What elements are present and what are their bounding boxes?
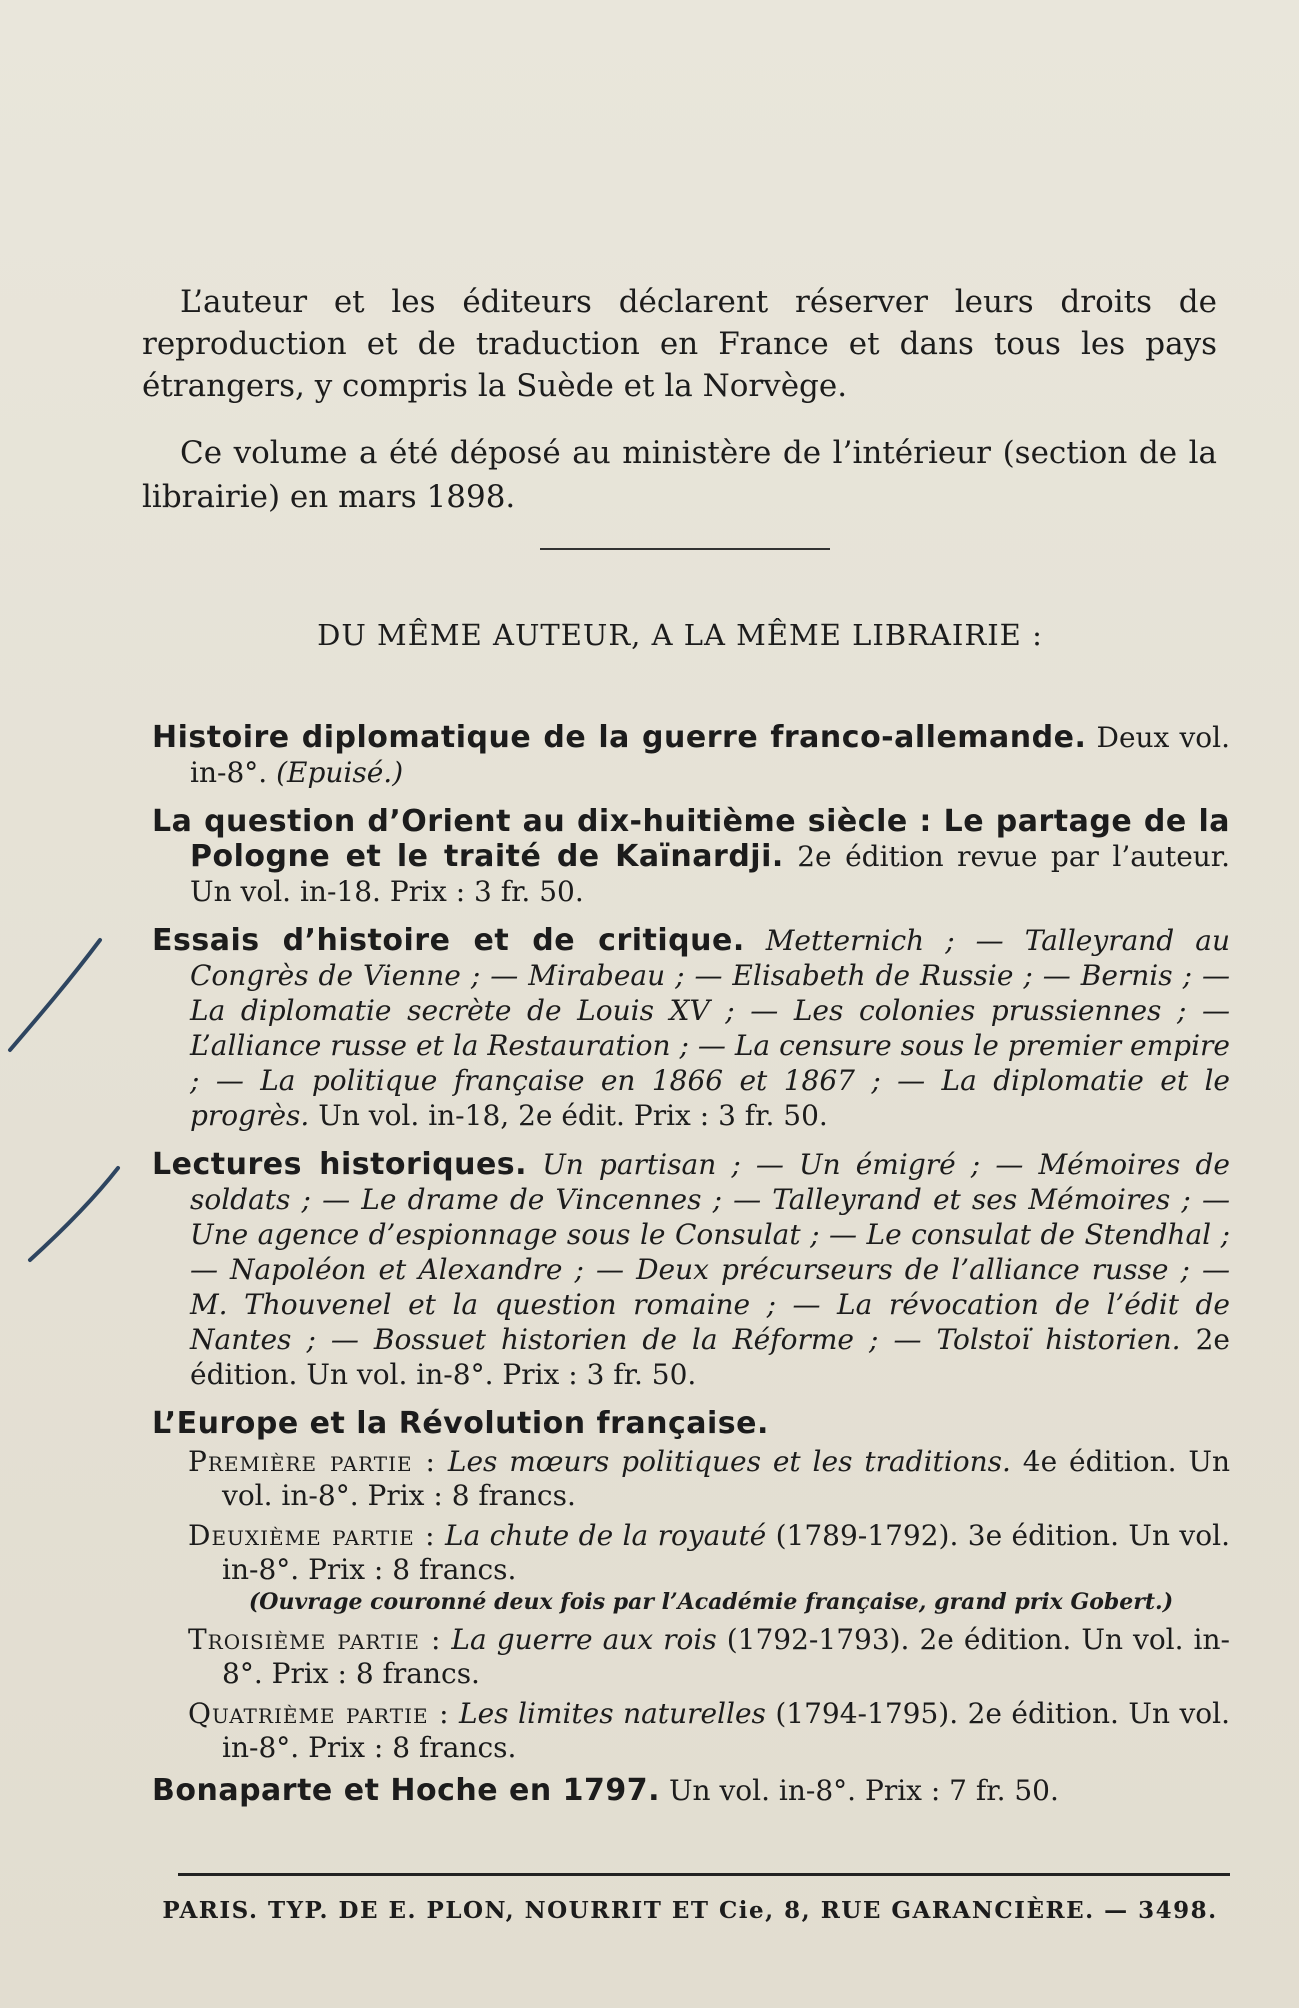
book-entry [152, 923, 1230, 1133]
part-details: (1789-1792). 3e édition. Un vol. in-8°. Prix : 8 francs. [222, 1519, 1230, 1586]
book-status: (Epuisé.) [276, 756, 404, 789]
book-details: Deux vol. in-8°. [190, 721, 1230, 789]
part-label: Deuxième partie : [188, 1519, 436, 1552]
book-entry [152, 1147, 1230, 1392]
book-title: Histoire diplomatique de la guerre franco-allemande. [152, 720, 1087, 755]
book-entry [152, 1773, 1230, 1808]
pen-mark [0, 930, 110, 1060]
book-details: 2e édition. Un vol. in-8°. Prix : 3 fr. 50. [190, 1323, 1230, 1391]
part-details: (1792-1793). 2e édition. Un vol. in-8°. Prix : 8 francs. [222, 1623, 1230, 1690]
part-label: Quatrième partie : [188, 1697, 450, 1730]
book-entry [152, 804, 1230, 909]
award-note: (Ouvrage couronné deux fois par l’Académie française, grand prix Gobert.) [248, 1589, 1174, 1615]
book-part [152, 1519, 1230, 1587]
book-title: La question d’Orient au dix-huitième siècle : Le partage de la Pologne et le traité de Kaïnardji. [152, 804, 1230, 874]
part-label: Première partie : [188, 1445, 436, 1478]
pen-mark [18, 1160, 128, 1270]
book-title: Bonaparte et Hoche en 1797. [152, 1773, 661, 1808]
part-title: La guerre aux rois [451, 1623, 717, 1656]
part-title: Les limites naturelles [459, 1697, 766, 1730]
printer-imprint: PARIS. TYP. DE E. PLON, NOURRIT ET Cie, 8, RUE GARANCIÈRE. — 3498. [162, 1897, 1218, 1924]
book-title: Lectures historiques. [152, 1147, 528, 1182]
book-entry [152, 720, 1230, 790]
book-title: Essais d’histoire et de critique. [152, 923, 745, 958]
part-label: Troisième partie : [188, 1623, 442, 1656]
short-divider [540, 548, 830, 550]
book-details: Un vol. in-8°. Prix : 7 fr. 50. [660, 1774, 1059, 1807]
rights-notice: L’auteur et les éditeurs déclarent réserver leurs droits de reproduction et de traduction en France et dans tous les pays étrangers, y compris la Suède et la Norvège. [142, 284, 1217, 404]
part-details: 4e édition. Un vol. in-8°. Prix : 8 francs. [222, 1445, 1231, 1512]
book-title: L’Europe et la Révolution française. [152, 1406, 769, 1441]
book-contents: Un partisan ; — Un émigré ; — Mémoires de soldats ; — Le drame de Vincennes ; — Talleyrand et ses Mémoires ; — Une agence d’espionnage sous le Consulat ; — Le consulat de Stendhal ; — Napoléon et Alexandre ; — Deux précurseurs de l’alliance russe ; — M. Thouvenel et la question romaine ; — La révocation de l’édit de Nantes ; — Bossuet historien de la Réforme ; — Tolstoï historien. [190, 1148, 1230, 1356]
book-part [152, 1445, 1230, 1513]
part-title: La chute de la royauté [444, 1519, 767, 1552]
part-details: (1794-1795). 2e édition. Un vol. in-8°. Prix : 8 francs. [222, 1697, 1230, 1764]
book-part [152, 1623, 1230, 1691]
book-details: Un vol. in-18, 2e édit. Prix : 3 fr. 50. [309, 1099, 828, 1132]
book-details: 2e édition revue par l’auteur. Un vol. in-18. Prix : 3 fr. 50. [190, 840, 1231, 908]
footer-divider [178, 1873, 1230, 1876]
part-title: Les mœurs politiques et les traditions. [447, 1445, 1011, 1478]
section-heading: DU MÊME AUTEUR, A LA MÊME LIBRAIRIE : [317, 618, 1043, 652]
book-entry [152, 1406, 1230, 1441]
book-part [152, 1697, 1230, 1765]
book-list [152, 720, 1230, 1822]
deposit-notice: Ce volume a été déposé au ministère de l’intérieur (section de la librairie) en mars 1898. [142, 435, 1217, 515]
book-contents: Metternich ; — Talleyrand au Congrès de Vienne ; — Mirabeau ; — Elisabeth de Russie ; — Bernis ; — La diplomatie secrète de Louis XV ; — Les colonies prussiennes ; — L’alliance russe et la Restauration ; — La censure sous le premier empire ; — La politique française en 1866 et 1867 ; — La diplomatie et le progrès. [190, 924, 1230, 1132]
